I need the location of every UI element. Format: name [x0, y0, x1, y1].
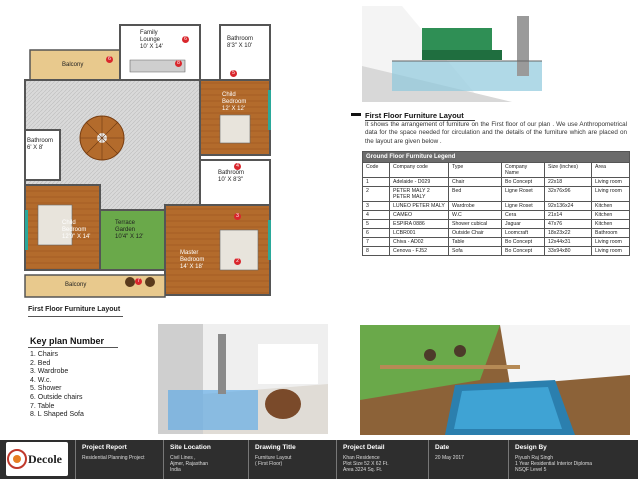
- table-cell: CAMEO: [390, 211, 449, 220]
- legend-header-cell: Company code: [390, 163, 449, 178]
- key-plan-item: 4. W.c.: [30, 376, 52, 384]
- key-marker: 3: [234, 213, 241, 220]
- key-plan-item: 8. L Shaped Sofa: [30, 411, 84, 419]
- table-cell: ESPIRA 0886: [390, 220, 449, 229]
- footer-project-detail-body: Khan Residence Plot Size 52 X 62 Ft. Area 3224 Sq. Ft.: [343, 455, 389, 474]
- table-row: [363, 187, 630, 202]
- room-label-child-bedroom-left: Child Bedroom 12'9" X 14': [62, 220, 91, 240]
- key-marker: 7: [135, 278, 142, 285]
- first-floor-title: First Floor Furniture Layout: [365, 111, 464, 120]
- table-cell: Bathroom: [592, 229, 630, 238]
- footer-drawing-title-body: Furniture Layout ( First Floor): [255, 455, 292, 468]
- legend-header-cell: Area: [592, 163, 630, 178]
- table-cell: PETER MALY 2 PETER MALY: [390, 187, 449, 202]
- table-cell: 21x14: [545, 211, 592, 220]
- table-cell: Kitchen: [592, 220, 630, 229]
- table-cell: LCBR001: [390, 229, 449, 238]
- footer-drawing-title-head: Drawing Title: [255, 444, 296, 451]
- table-row: [363, 211, 630, 220]
- key-marker: 6: [106, 56, 113, 63]
- render-image-balcony-chairs: [158, 324, 328, 434]
- key-plan-item: 5. Shower: [30, 385, 62, 393]
- table-cell: 32x76x96: [545, 187, 592, 202]
- table-cell: Chair: [449, 178, 502, 187]
- table-cell: 33x94x80: [545, 247, 592, 256]
- key-plan-list: [30, 351, 84, 420]
- table-cell: 47x76: [545, 220, 592, 229]
- footer-bar: [0, 440, 638, 479]
- table-cell: Ligne Roset: [502, 202, 545, 211]
- footer-project-detail-head: Project Detail: [343, 444, 385, 451]
- legend-header-cell: Company Name: [502, 163, 545, 178]
- table-cell: 4: [363, 211, 390, 220]
- room-label-master-bedroom: Master Bedroom 14' X 18': [180, 250, 205, 270]
- table-cell: 92x136x24: [545, 202, 592, 211]
- key-plan-item: 6. Outside chairs: [30, 393, 83, 401]
- footer-project-report-head: Project Report: [82, 444, 127, 451]
- table-cell: Wardrobe: [449, 202, 502, 211]
- table-cell: Sofa: [449, 247, 502, 256]
- first-floor-description: It shows the arrangement of furniture on the First floor of our plan . We use Anthropometrical data for the space needed for circulation and the details of the furniture which are placed on the layout are given below .: [365, 121, 627, 145]
- key-marker: 8: [175, 60, 182, 67]
- table-row: [363, 247, 630, 256]
- table-cell: 6: [363, 229, 390, 238]
- table-cell: Loomcraft: [502, 229, 545, 238]
- table-cell: Shower cubical: [449, 220, 502, 229]
- table-cell: 1: [363, 178, 390, 187]
- table-row: [363, 178, 630, 187]
- table-cell: LUNEO PETER MALY: [390, 202, 449, 211]
- table-row: [363, 202, 630, 211]
- table-cell: 2: [363, 187, 390, 202]
- table-cell: Cenova - FJ52: [390, 247, 449, 256]
- footer-project-report-body: Residential Planning Project: [82, 455, 145, 461]
- key-plan-title: Key plan Number: [30, 336, 105, 346]
- table-cell: Living room: [592, 178, 630, 187]
- footer-design-by-head: Design By: [515, 444, 547, 451]
- key-marker: 4: [234, 163, 241, 170]
- footer-date-head: Date: [435, 444, 450, 451]
- footer-site-location-head: Site Location: [170, 444, 211, 451]
- table-cell: Living room: [592, 247, 630, 256]
- table-cell: Bo Concept: [502, 247, 545, 256]
- table-cell: Kitchen: [592, 211, 630, 220]
- table-cell: Outside Chair: [449, 229, 502, 238]
- table-cell: Adelaide - D029: [390, 178, 449, 187]
- legend-header-row: [363, 163, 630, 178]
- table-cell: Bed: [449, 187, 502, 202]
- room-label-bathroom-left: Bathroom 6' X 8': [27, 138, 54, 151]
- table-row: [363, 229, 630, 238]
- room-label-child-bedroom-right: Child Bedroom 12' X 12': [222, 92, 247, 112]
- legend-header-cell: Size (inches): [545, 163, 592, 178]
- table-cell: Table: [449, 238, 502, 247]
- floor-plan: [20, 20, 280, 300]
- key-marker: 5: [230, 70, 237, 77]
- legend-header-cell: Type: [449, 163, 502, 178]
- key-plan-item: 7. Table: [30, 402, 55, 410]
- table-cell: 18x23x22: [545, 229, 592, 238]
- render-image-terrace: [360, 325, 630, 435]
- table-cell: Kitchen: [592, 202, 630, 211]
- table-cell: Chiva - AD02: [390, 238, 449, 247]
- table-cell: 8: [363, 247, 390, 256]
- table-cell: Bo Concept: [502, 178, 545, 187]
- room-label-terrace-garden: Terrace Garden 10'4" X 12': [115, 220, 144, 240]
- title-bullet-bar: [351, 113, 361, 116]
- render-image-balcony-sofa: [362, 6, 595, 102]
- legend-caption: Ground Floor Furniture Legend: [363, 152, 630, 163]
- footer-date: [428, 440, 508, 479]
- key-plan-item: 3. Wardrobe: [30, 368, 69, 376]
- key-plan-item: 1. Chairs: [30, 351, 59, 358]
- logo-wordmark: Decole: [28, 452, 62, 466]
- room-label-family-lounge: Family Lounge 10' X 14': [140, 30, 163, 50]
- floor-plan-drawing: [20, 20, 280, 300]
- furniture-legend-table: [362, 151, 630, 256]
- key-marker: 6: [182, 36, 189, 43]
- key-plan-underline: [28, 347, 118, 348]
- table-cell: Jaguar: [502, 220, 545, 229]
- footer-design-by: [508, 440, 638, 479]
- table-cell: 3: [363, 202, 390, 211]
- table-cell: Cera: [502, 211, 545, 220]
- footer-date-body: 20 May 2017: [435, 455, 464, 461]
- table-cell: 5: [363, 220, 390, 229]
- table-row: [363, 220, 630, 229]
- room-label-balcony-bottom: Balcony: [65, 282, 87, 288]
- table-cell: Ligne Roset: [502, 187, 545, 202]
- table-cell: 12x44x31: [545, 238, 592, 247]
- table-cell: W.C: [449, 211, 502, 220]
- table-cell: Bo Concept: [502, 238, 545, 247]
- room-label-balcony-top: Balcony: [62, 62, 84, 68]
- plan-caption: First Floor Furniture Layout: [28, 306, 121, 313]
- table-row: [363, 238, 630, 247]
- legend-header-cell: Code: [363, 163, 390, 178]
- decole-logo: [6, 442, 68, 476]
- key-marker: 2: [234, 258, 241, 265]
- footer-project-detail: [336, 440, 428, 479]
- footer-drawing-title: [248, 440, 336, 479]
- footer-project-report: [75, 440, 165, 479]
- table-cell: 7: [363, 238, 390, 247]
- room-label-bathroom-mid: Bathroom 10' X 8'3": [218, 170, 245, 183]
- plan-caption-underline: [28, 316, 123, 317]
- table-cell: 22x18: [545, 178, 592, 187]
- footer-site-location: [163, 440, 248, 479]
- key-plan-item: 2. Bed: [30, 359, 51, 367]
- table-cell: Living room: [592, 238, 630, 247]
- footer-site-location-body: Civil Lines , Ajmer, Rajasthan India: [170, 455, 209, 474]
- table-cell: Living room: [592, 187, 630, 202]
- footer-design-by-body: Piyush Raj Singh 1 Year Residential Interior Diploma NSQF Level 5: [515, 455, 592, 474]
- room-label-bathroom-top: Bathroom 8'3" X 10': [227, 36, 254, 49]
